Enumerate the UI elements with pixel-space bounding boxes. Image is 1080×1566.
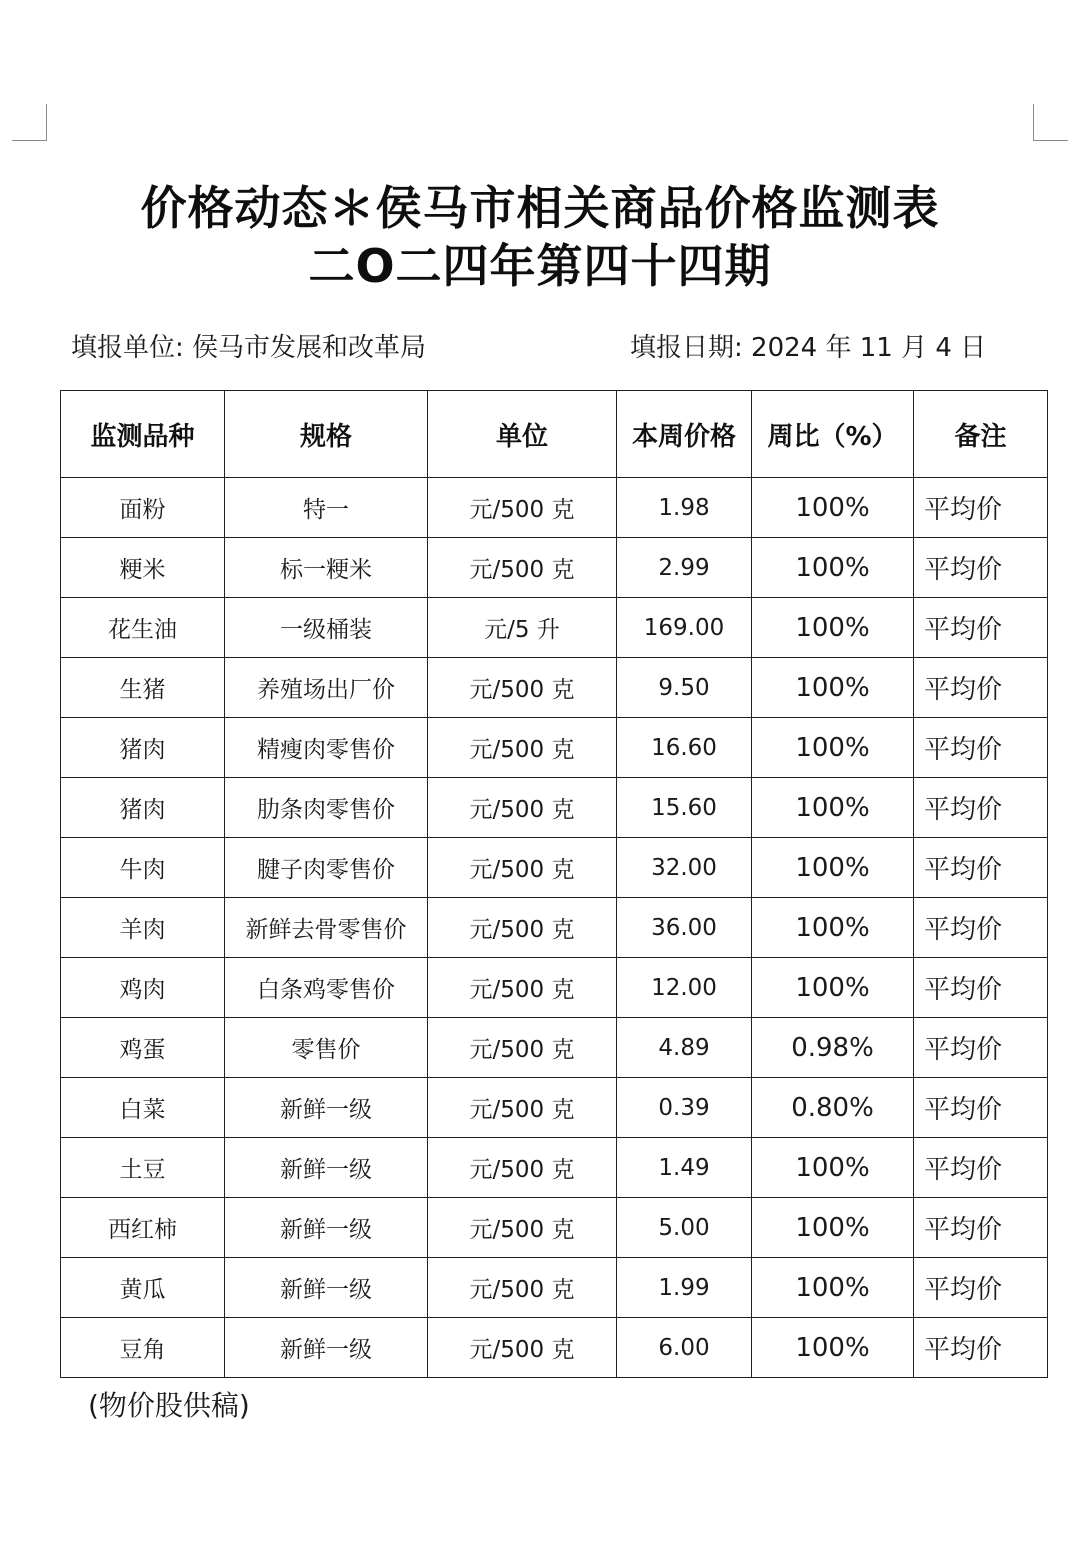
report-unit-label: 填报单位: [71, 333, 184, 363]
cell-change: 100% [752, 1138, 914, 1198]
cell-spec: 一级桶装 [225, 598, 428, 658]
cell-price: 169.00 [617, 598, 752, 658]
table-row [61, 478, 1048, 538]
cell-spec: 养殖场出厂价 [225, 658, 428, 718]
header-item: 监测品种 [61, 391, 225, 478]
cell-note: 平均价 [914, 1258, 1048, 1318]
table-row [61, 1138, 1048, 1198]
table-row [61, 718, 1048, 778]
cell-change: 0.80% [752, 1078, 914, 1138]
cell-change: 100% [752, 538, 914, 598]
cell-note: 平均价 [914, 1078, 1048, 1138]
table-row [61, 538, 1048, 598]
cell-item: 粳米 [61, 538, 225, 598]
cell-unit: 元/500 克 [428, 658, 617, 718]
cell-unit: 元/500 克 [428, 1258, 617, 1318]
cell-unit: 元/500 克 [428, 718, 617, 778]
cell-spec: 零售价 [225, 1018, 428, 1078]
cell-unit: 元/500 克 [428, 898, 617, 958]
cell-note: 平均价 [914, 838, 1048, 898]
document-issue: 二O二四年第四十四期 [308, 239, 772, 293]
table-header-row [61, 391, 1048, 478]
cell-spec: 新鲜一级 [225, 1078, 428, 1138]
cell-note: 平均价 [914, 1318, 1048, 1378]
page-corner-mark-left [12, 104, 47, 141]
cell-price: 1.99 [617, 1258, 752, 1318]
cell-change: 0.98% [752, 1018, 914, 1078]
cell-item: 鸡肉 [61, 958, 225, 1018]
cell-change: 100% [752, 1318, 914, 1378]
cell-item: 西红柿 [61, 1198, 225, 1258]
table-row [61, 658, 1048, 718]
cell-spec: 肋条肉零售价 [225, 778, 428, 838]
cell-note: 平均价 [914, 1018, 1048, 1078]
cell-note: 平均价 [914, 958, 1048, 1018]
header-price: 本周价格 [617, 391, 752, 478]
table-row [61, 1198, 1048, 1258]
table-row [61, 1018, 1048, 1078]
cell-item: 黄瓜 [61, 1258, 225, 1318]
cell-note: 平均价 [914, 778, 1048, 838]
cell-item: 鸡蛋 [61, 1018, 225, 1078]
cell-change: 100% [752, 658, 914, 718]
page-corner-mark-right [1033, 104, 1068, 141]
cell-unit: 元/500 克 [428, 538, 617, 598]
cell-change: 100% [752, 718, 914, 778]
cell-note: 平均价 [914, 658, 1048, 718]
cell-spec: 新鲜一级 [225, 1318, 428, 1378]
cell-item: 面粉 [61, 478, 225, 538]
header-note: 备注 [914, 391, 1048, 478]
cell-item: 牛肉 [61, 838, 225, 898]
table-row [61, 1258, 1048, 1318]
cell-unit: 元/500 克 [428, 958, 617, 1018]
cell-note: 平均价 [914, 598, 1048, 658]
cell-price: 1.98 [617, 478, 752, 538]
cell-unit: 元/500 克 [428, 1138, 617, 1198]
report-unit-value: 侯马市发展和改革局 [192, 333, 427, 363]
cell-note: 平均价 [914, 898, 1048, 958]
cell-item: 土豆 [61, 1138, 225, 1198]
report-unit [71, 330, 426, 366]
cell-spec: 腱子肉零售价 [225, 838, 428, 898]
cell-item: 豆角 [61, 1318, 225, 1378]
cell-item: 羊肉 [61, 898, 225, 958]
document-title: 价格动态＊侯马市相关商品价格监测表 [140, 181, 940, 235]
cell-item: 猪肉 [61, 718, 225, 778]
cell-spec: 新鲜一级 [225, 1138, 428, 1198]
cell-unit: 元/5 升 [428, 598, 617, 658]
cell-unit: 元/500 克 [428, 478, 617, 538]
cell-change: 100% [752, 598, 914, 658]
cell-change: 100% [752, 478, 914, 538]
table-row [61, 898, 1048, 958]
report-date-label: 填报日期: [630, 333, 743, 363]
cell-item: 花生油 [61, 598, 225, 658]
cell-unit: 元/500 克 [428, 1198, 617, 1258]
cell-price: 0.39 [617, 1078, 752, 1138]
source-note: (物价股供稿) [88, 1389, 250, 1422]
cell-price: 9.50 [617, 658, 752, 718]
cell-unit: 元/500 克 [428, 1078, 617, 1138]
table-row [61, 958, 1048, 1018]
cell-price: 4.89 [617, 1018, 752, 1078]
header-unit: 单位 [428, 391, 617, 478]
cell-price: 16.60 [617, 718, 752, 778]
price-table [60, 390, 1048, 1378]
cell-change: 100% [752, 1258, 914, 1318]
cell-unit: 元/500 克 [428, 1018, 617, 1078]
cell-spec: 白条鸡零售价 [225, 958, 428, 1018]
cell-note: 平均价 [914, 718, 1048, 778]
cell-spec: 新鲜一级 [225, 1258, 428, 1318]
cell-price: 1.49 [617, 1138, 752, 1198]
cell-item: 猪肉 [61, 778, 225, 838]
cell-unit: 元/500 克 [428, 1318, 617, 1378]
report-date-value: 2024 年 11 月 4 日 [751, 333, 987, 363]
cell-change: 100% [752, 778, 914, 838]
cell-item: 生猪 [61, 658, 225, 718]
cell-change: 100% [752, 1198, 914, 1258]
table-body [61, 478, 1048, 1378]
cell-price: 5.00 [617, 1198, 752, 1258]
cell-note: 平均价 [914, 1138, 1048, 1198]
cell-price: 36.00 [617, 898, 752, 958]
cell-price: 32.00 [617, 838, 752, 898]
cell-unit: 元/500 克 [428, 778, 617, 838]
cell-price: 2.99 [617, 538, 752, 598]
cell-change: 100% [752, 838, 914, 898]
table-row [61, 598, 1048, 658]
table-row [61, 838, 1048, 898]
cell-price: 15.60 [617, 778, 752, 838]
cell-item: 白菜 [61, 1078, 225, 1138]
cell-price: 6.00 [617, 1318, 752, 1378]
cell-unit: 元/500 克 [428, 838, 617, 898]
cell-change: 100% [752, 898, 914, 958]
report-date [630, 330, 986, 366]
table-row [61, 1318, 1048, 1378]
cell-price: 12.00 [617, 958, 752, 1018]
cell-spec: 精瘦肉零售价 [225, 718, 428, 778]
cell-change: 100% [752, 958, 914, 1018]
cell-note: 平均价 [914, 478, 1048, 538]
table-row [61, 1078, 1048, 1138]
header-spec: 规格 [225, 391, 428, 478]
cell-spec: 标一粳米 [225, 538, 428, 598]
cell-note: 平均价 [914, 1198, 1048, 1258]
table-row [61, 778, 1048, 838]
cell-spec: 新鲜一级 [225, 1198, 428, 1258]
cell-spec: 特一 [225, 478, 428, 538]
cell-spec: 新鲜去骨零售价 [225, 898, 428, 958]
cell-note: 平均价 [914, 538, 1048, 598]
header-change: 周比（%） [752, 391, 914, 478]
